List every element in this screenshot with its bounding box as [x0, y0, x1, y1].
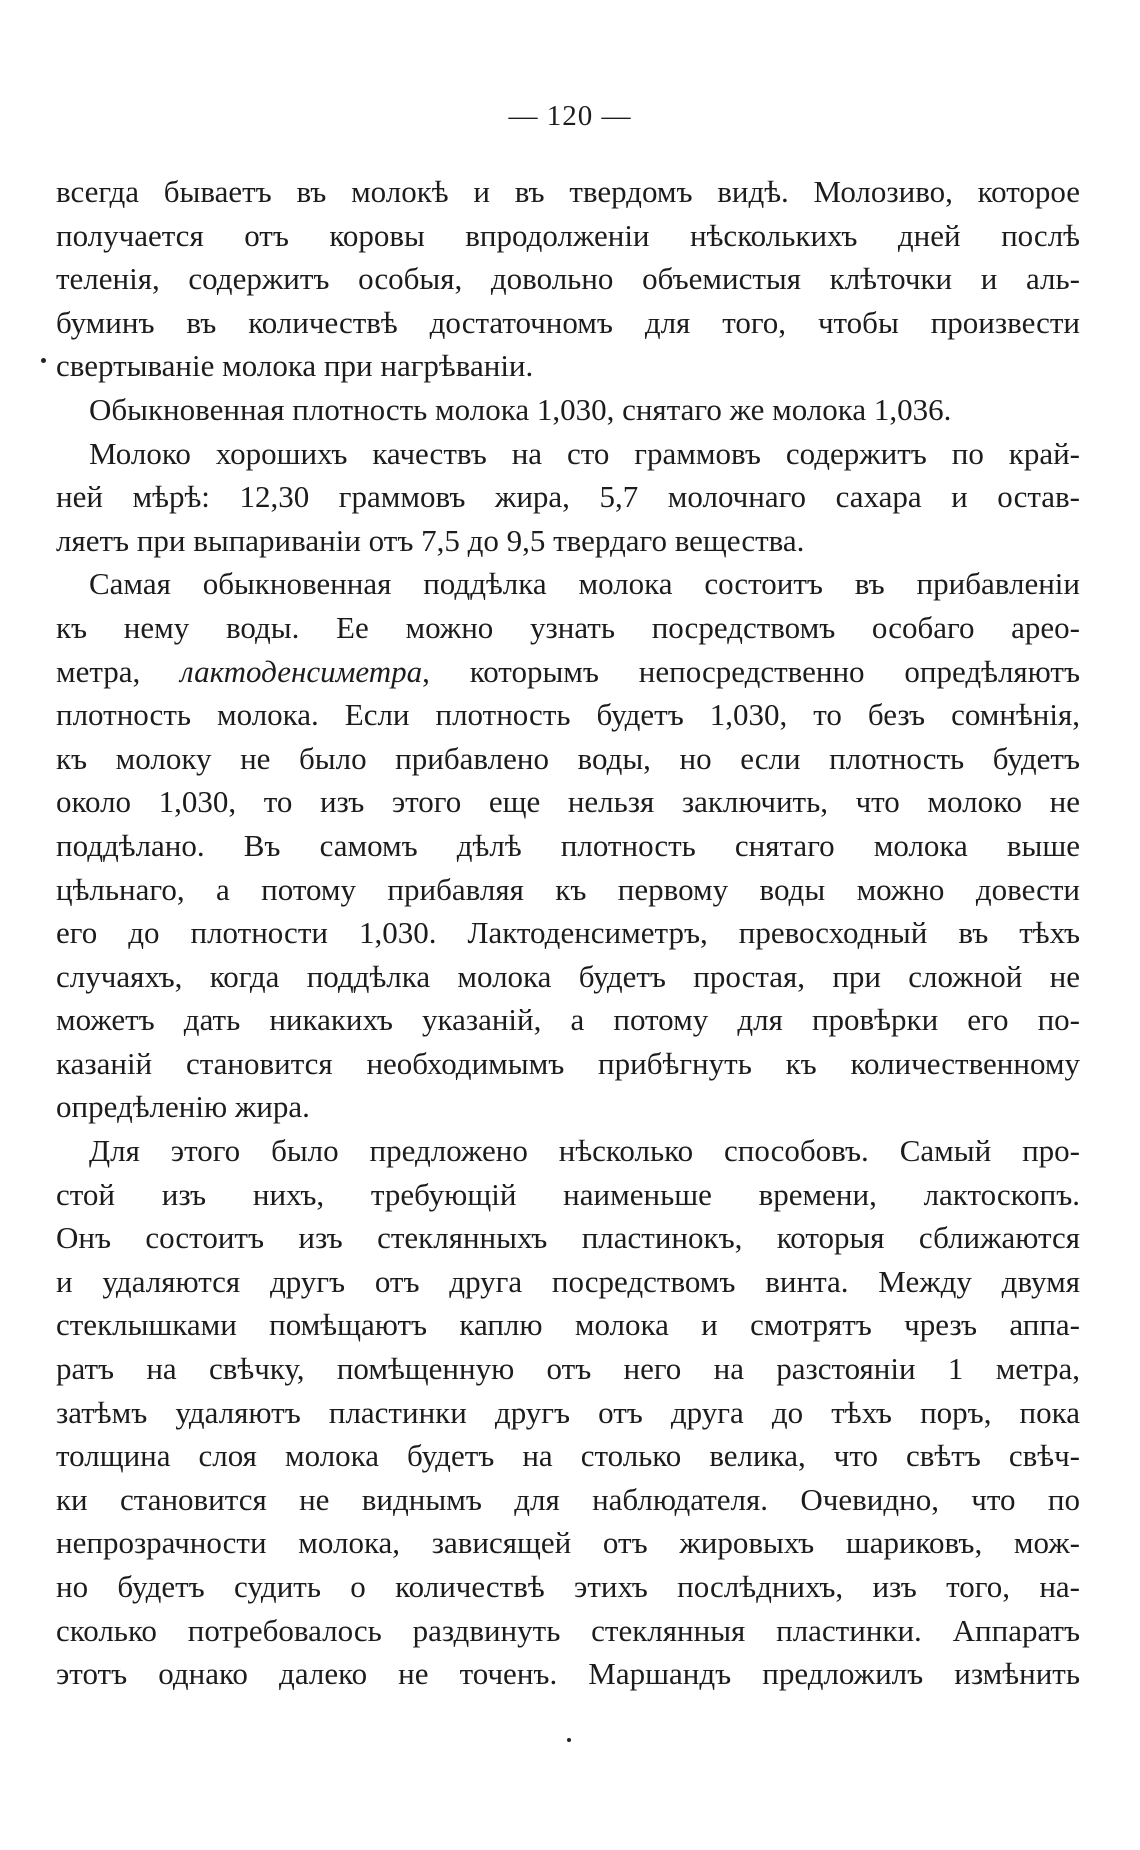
text-line: поддѣлано. Въ самомъ дѣлѣ плотность снятаго молока выше [56, 827, 1080, 863]
text-line: свертываніе молока при нагрѣваніи. [56, 348, 534, 384]
text-line: сколько потребовалось раздвинуть стеклянныя пластинки. Аппаратъ [56, 1612, 1080, 1648]
text-line: опредѣленію жира. [56, 1089, 310, 1125]
text-line: около 1,030, то изъ этого еще нельзя заключить, что молоко не [56, 784, 1080, 820]
text-line: случаяхъ, когда поддѣлка молока будетъ простая, при сложной не [56, 958, 1080, 994]
paragraph-adulteration [56, 562, 1080, 1129]
paragraph-colostrum [56, 170, 1080, 388]
text-fragment: метра, [56, 653, 181, 689]
text-line: стой изъ нихъ, требующій наименьше времени, лактоскопъ. [56, 1176, 1080, 1212]
text-line: затѣмъ удаляютъ пластинки другъ отъ друга до тѣхъ поръ, пока [56, 1394, 1080, 1430]
text-line: стеклышками помѣщаютъ каплю молока и смотрятъ чрезъ аппа- [56, 1307, 1080, 1343]
text-line: всегда бываетъ въ молокѣ и въ твердомъ видѣ. Молозиво, которое [56, 174, 1080, 209]
text-line: Молоко хорошихъ качествъ на сто граммовъ содержитъ по край- [89, 435, 1080, 471]
paragraph-density [56, 388, 1080, 432]
paragraph-quality [56, 432, 1080, 563]
text-line: къ нему воды. Ее можно узнать посредствомъ особаго арео- [56, 609, 1080, 645]
text-line [56, 650, 1080, 694]
text-line: ратъ на свѣчку, помѣщенную отъ него на разстояніи 1 метра, [56, 1351, 1080, 1387]
text-line: теленія, содержитъ особыя, довольно объемистыя клѣточки и аль- [56, 261, 1080, 297]
text-line: можетъ дать никакихъ указаній, а потому для провѣрки его по- [56, 1002, 1080, 1038]
text-line: Онъ состоитъ изъ стеклянныхъ пластинокъ, которыя сближаются [56, 1220, 1080, 1256]
text-line: этотъ однако далеко не точенъ. Маршандъ предложилъ измѣнить [56, 1656, 1080, 1692]
text-line: плотность молока. Если плотность будетъ 1,030, то безъ сомнѣнія, [56, 697, 1080, 733]
text-line: Для этого было предложено нѣсколько способовъ. Самый про- [89, 1133, 1080, 1169]
text-line: ней мѣрѣ: 12,30 граммовъ жира, 5,7 молочнаго сахара и остав- [56, 479, 1080, 515]
text-line: непрозрачности молока, зависящей отъ жировыхъ шариковъ, мож- [56, 1525, 1080, 1561]
page-number: — 120 — [508, 100, 632, 132]
text-line: толщина слоя молока будетъ на столько велика, что свѣтъ свѣч- [56, 1438, 1080, 1474]
text-line: Самая обыкновенная поддѣлка молока состоитъ въ прибавленіи [89, 566, 1080, 602]
text-line: Обыкновенная плотность молока 1,030, снятаго же молока 1,036. [89, 391, 952, 427]
text-line: его до плотности 1,030. Лактоденсиметръ, превосходный въ тѣхъ [56, 915, 1080, 951]
text-line: и удаляются другъ отъ друга посредствомъ винта. Между двумя [56, 1263, 1080, 1299]
text-line: казаній становится необходимымъ прибѣгнуть къ количественному [56, 1045, 1080, 1081]
ink-speck [567, 1738, 571, 1742]
paragraph-lactoscope [56, 1129, 1080, 1696]
text-line: ки становится не виднымъ для наблюдателя. Очевидно, что по [56, 1481, 1080, 1517]
text-line: ляетъ при выпариваніи отъ 7,5 до 9,5 твердаго вещества. [56, 522, 805, 558]
text-line: къ молоку не было прибавлено воды, но если плотность будетъ [56, 740, 1080, 776]
text-fragment: , которымъ непосредственно опредѣляютъ [422, 653, 1080, 689]
italic-term: лактоденсиметра [180, 653, 423, 689]
body-text [56, 170, 1080, 1696]
text-line: но будетъ судить о количествѣ этихъ послѣднихъ, изъ того, на- [56, 1569, 1080, 1604]
text-line: цѣльнаго, а потому прибавляя къ первому воды можно довести [56, 871, 1080, 907]
text-line: получается отъ коровы впродолженіи нѣсколькихъ дней послѣ [56, 217, 1080, 253]
text-line: буминъ въ количествѣ достаточномъ для того, чтобы произвести [56, 304, 1080, 340]
ink-speck [41, 358, 46, 363]
